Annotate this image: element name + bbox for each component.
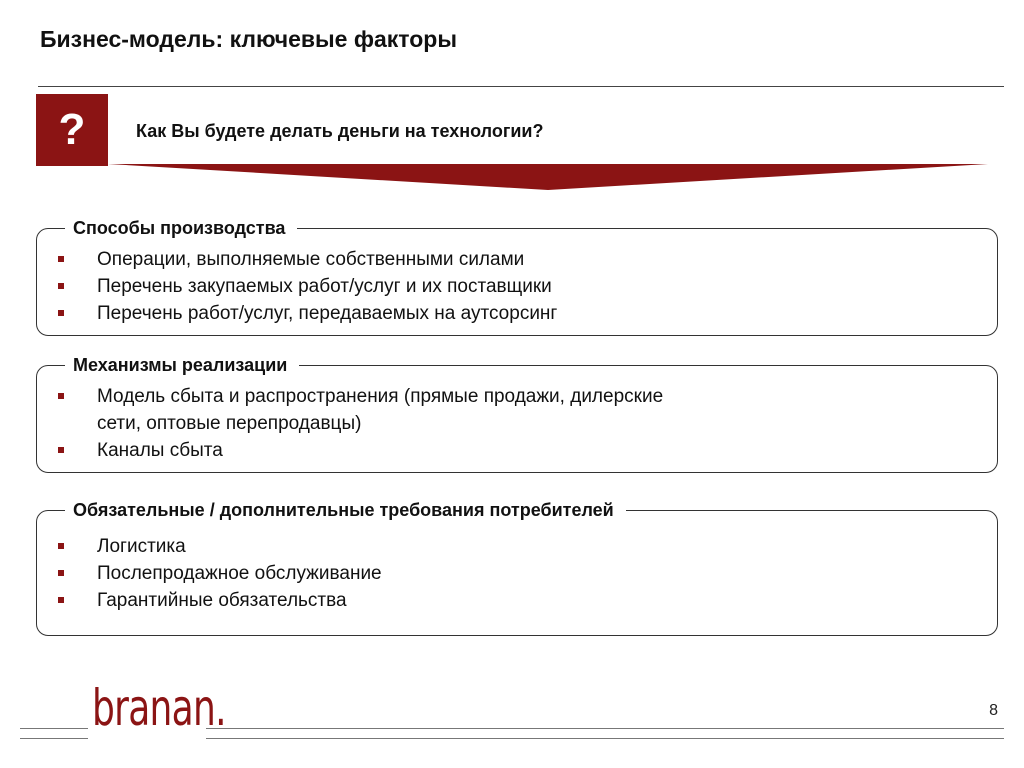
list-item-text: Каналы сбыта xyxy=(97,440,223,461)
bullet-list xyxy=(55,383,677,464)
footer-divider xyxy=(20,728,88,729)
slide-title: Бизнес-модель: ключевые факторы xyxy=(40,26,457,52)
list-item-text: Модель сбыта и распространения (прямые продажи, дилерские сети, оптовые перепродавцы) xyxy=(97,386,664,434)
list-item xyxy=(55,273,977,300)
section-production xyxy=(36,218,998,336)
list-item-text: Послепродажное обслуживание xyxy=(97,563,382,584)
section-heading: Механизмы реализации xyxy=(65,353,299,377)
question-wedge-shape xyxy=(108,164,988,192)
list-item-text: Перечень работ/услуг, передаваемых на аутсорсинг xyxy=(97,303,558,324)
bullet-icon xyxy=(58,447,64,453)
list-item xyxy=(55,300,977,327)
section-realization xyxy=(36,355,998,473)
key-question: Как Вы будете делать деньги на технологии? xyxy=(136,121,544,141)
footer-divider xyxy=(206,728,1004,729)
bullet-list xyxy=(55,246,977,327)
branan-logo: branan. xyxy=(92,679,226,737)
bullet-icon xyxy=(58,393,64,399)
title-divider xyxy=(38,86,1004,87)
footer-divider xyxy=(20,738,88,739)
list-item-text: Гарантийные обязательства xyxy=(97,590,347,611)
list-item xyxy=(55,587,977,614)
bullet-icon xyxy=(58,256,64,262)
section-customer-requirements xyxy=(36,500,998,636)
footer-divider xyxy=(206,738,1004,739)
list-item xyxy=(55,560,977,587)
section-heading: Обязательные / дополнительные требования потребителей xyxy=(65,498,626,522)
bullet-list xyxy=(55,533,977,614)
bullet-icon xyxy=(58,597,64,603)
bullet-icon xyxy=(58,570,64,576)
list-item xyxy=(55,383,677,437)
page-number: 8 xyxy=(989,702,998,719)
list-item xyxy=(55,533,977,560)
list-item-text: Операции, выполняемые собственными силами xyxy=(97,249,525,270)
section-heading: Способы производства xyxy=(65,216,297,240)
bullet-icon xyxy=(58,283,64,289)
bullet-icon xyxy=(58,543,64,549)
bullet-icon xyxy=(58,310,64,316)
list-item-text: Перечень закупаемых работ/услуг и их поставщики xyxy=(97,276,552,297)
question-mark-icon: ? xyxy=(36,94,108,166)
list-item xyxy=(55,437,677,464)
list-item xyxy=(55,246,977,273)
list-item-text: Логистика xyxy=(97,536,186,557)
